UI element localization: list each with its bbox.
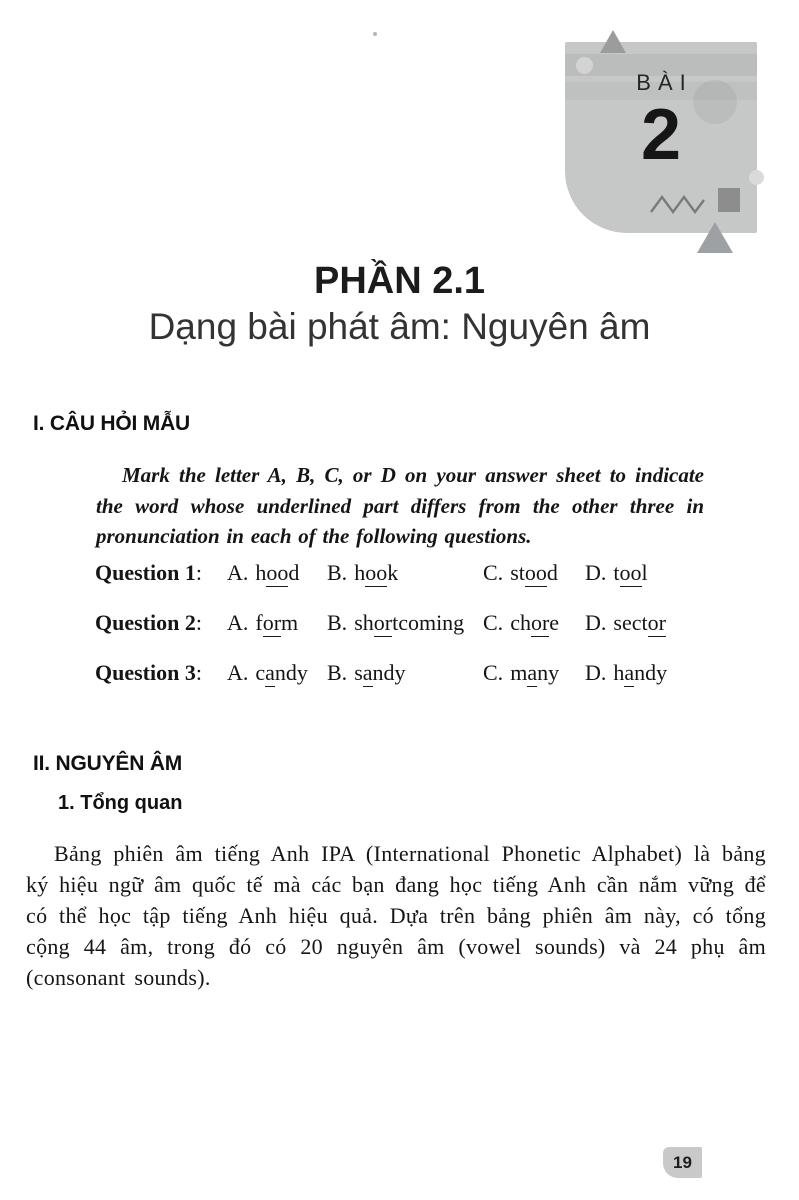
- option-word: many: [510, 660, 560, 685]
- option-letter: D.: [585, 660, 607, 685]
- lesson-number: 2: [640, 95, 682, 175]
- option-a: [227, 610, 327, 636]
- option-letter: C.: [483, 610, 504, 635]
- option-word: tool: [613, 560, 648, 585]
- option-word: sandy: [354, 660, 406, 685]
- option-word: hood: [255, 560, 300, 585]
- option-letter: B.: [327, 560, 348, 585]
- option-d: [585, 610, 765, 636]
- lesson-badge: [565, 42, 757, 233]
- underlined-part: oo: [619, 560, 642, 585]
- subsection-heading-overview: 1. Tổng quan: [58, 792, 183, 814]
- underlined-part: or: [262, 610, 282, 635]
- option-letter: C.: [483, 560, 504, 585]
- page-title: PHẦN 2.1: [313, 260, 486, 302]
- section-heading-sample-questions: I. CÂU HỎI MẪU: [33, 412, 191, 435]
- option-b: [327, 560, 483, 586]
- square-icon: [718, 188, 740, 212]
- question-row: [95, 560, 765, 586]
- underlined-part: oo: [524, 560, 547, 585]
- underlined-part: a: [265, 660, 275, 685]
- option-letter: A.: [227, 660, 249, 685]
- dot-artifact: [373, 32, 377, 36]
- option-letter: A.: [227, 610, 249, 635]
- option-word: chore: [510, 610, 560, 635]
- page-subtitle: Dạng bài phát âm: Nguyên âm: [148, 306, 651, 347]
- option-b: [327, 660, 483, 686]
- triangle-icon: [697, 222, 733, 253]
- question-label: Question 3:: [95, 660, 202, 685]
- option-word: form: [255, 610, 299, 635]
- section-heading-vowels: II. NGUYÊN ÂM: [33, 752, 183, 775]
- option-c: [483, 660, 585, 686]
- question-row: [95, 610, 765, 636]
- question-label: Question 1:: [95, 560, 202, 585]
- option-word: shortcoming: [354, 610, 465, 635]
- page-number-badge: [663, 1147, 702, 1178]
- underlined-part: a: [362, 660, 373, 685]
- option-a: [227, 560, 327, 586]
- option-letter: A.: [227, 560, 249, 585]
- option-d: [585, 660, 765, 686]
- page-number: 19: [673, 1152, 692, 1172]
- option-word: stood: [510, 560, 558, 585]
- option-c: [483, 560, 585, 586]
- zigzag-icon: [650, 194, 706, 216]
- underlined-part: oo: [266, 560, 289, 585]
- question-label: Question 2:: [95, 610, 202, 635]
- option-word: sector: [613, 610, 666, 635]
- option-letter: C.: [483, 660, 504, 685]
- underlined-part: or: [530, 610, 550, 635]
- question-row: [95, 660, 765, 686]
- underlined-part: a: [527, 660, 538, 685]
- underlined-part: or: [373, 610, 393, 635]
- underlined-part: oo: [365, 560, 388, 585]
- option-word: hook: [354, 560, 399, 585]
- option-letter: B.: [327, 660, 348, 685]
- option-b: [327, 610, 483, 636]
- option-letter: B.: [327, 610, 348, 635]
- option-word: handy: [613, 660, 668, 685]
- option-c: [483, 610, 585, 636]
- underlined-part: or: [647, 610, 666, 635]
- underlined-part: a: [624, 660, 635, 685]
- option-word: candy: [255, 660, 308, 685]
- option-letter: D.: [585, 610, 607, 635]
- lesson-badge-label: BÀI: [636, 70, 693, 95]
- instruction-text: Mark the letter A, B, C, or D on your answer sheet to indicate the word whose underlined part differs from the other three in pronunciation in each of the following questions.: [96, 463, 704, 548]
- overview-paragraph: Bảng phiên âm tiếng Anh IPA (International Phonetic Alphabet) là bảng ký hiệu ngữ âm quốc tế mà các bạn đang học tiếng Anh cần nắm vững để có thể học tập tiếng Anh hiệu quả. Dựa trên bảng phiên âm này, có tổng cộng 44 âm, trong đó có 20 nguyên âm (vowel sounds) và 24 phụ âm (consonant sounds).: [26, 841, 766, 990]
- circle-icon: [749, 170, 764, 185]
- option-d: [585, 560, 765, 586]
- option-a: [227, 660, 327, 686]
- option-letter: D.: [585, 560, 607, 585]
- triangle-icon: [600, 30, 626, 53]
